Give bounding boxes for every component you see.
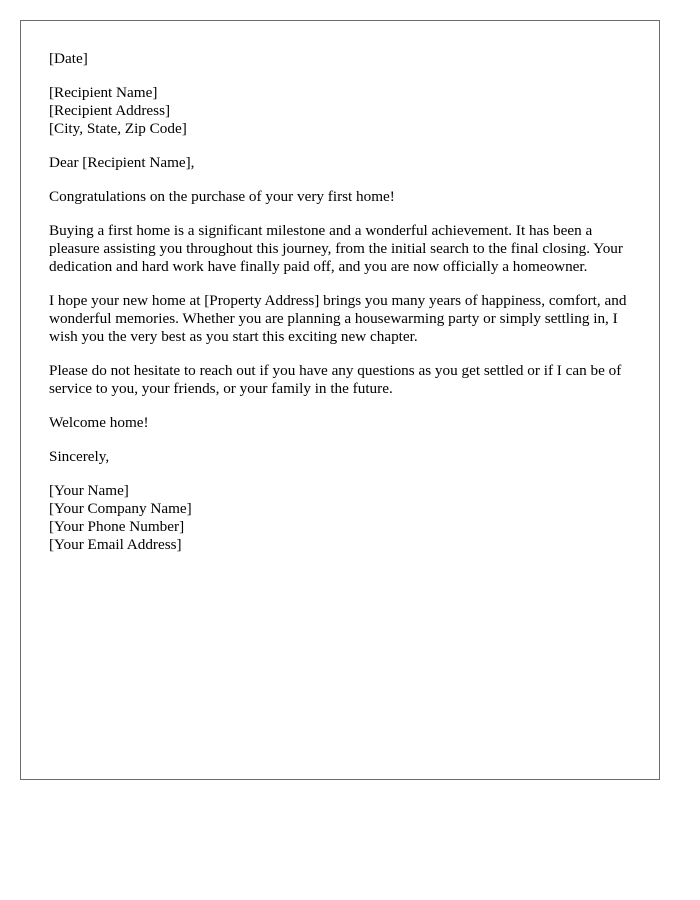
signature-block: [49, 482, 634, 554]
recipient-address: [Recipient Address]: [49, 102, 171, 119]
paragraph-contact: Please do not hesitate to reach out if you have any questions as you get settled or if I can be of service to you, your friends, or your family in the future.: [49, 362, 622, 397]
sender-company: [Your Company Name]: [49, 500, 192, 517]
letter-page: [20, 20, 660, 780]
paragraph-milestone: Buying a first home is a significant milestone and a wonderful achievement. It has been a pleasure assisting you throughout this journey, from the initial search to the final closing. Your dedication and hard work have finally paid off, and you are now officially a homeowner.: [49, 222, 623, 275]
recipient-name: [Recipient Name]: [49, 84, 158, 101]
date: [Date]: [49, 50, 88, 67]
sender-name: [Your Name]: [49, 482, 129, 499]
paragraph-welcome: Welcome home!: [49, 414, 149, 431]
sender-phone: [Your Phone Number]: [49, 518, 185, 535]
salutation: Dear [Recipient Name],: [49, 154, 195, 171]
recipient-city-state-zip: [City, State, Zip Code]: [49, 120, 187, 137]
closing: Sincerely,: [49, 448, 110, 465]
letter-body: [49, 50, 634, 554]
recipient-block: [49, 84, 634, 138]
sender-email: [Your Email Address]: [49, 536, 182, 553]
paragraph-congratulations: Congratulations on the purchase of your very first home!: [49, 188, 395, 205]
paragraph-new-home: I hope your new home at [Property Address] brings you many years of happiness, comfort, and wonderful memories. Whether you are planning a housewarming party or simply settling in, I wish you the very best as you start this exciting new chapter.: [49, 292, 627, 345]
date-line: [49, 50, 634, 68]
